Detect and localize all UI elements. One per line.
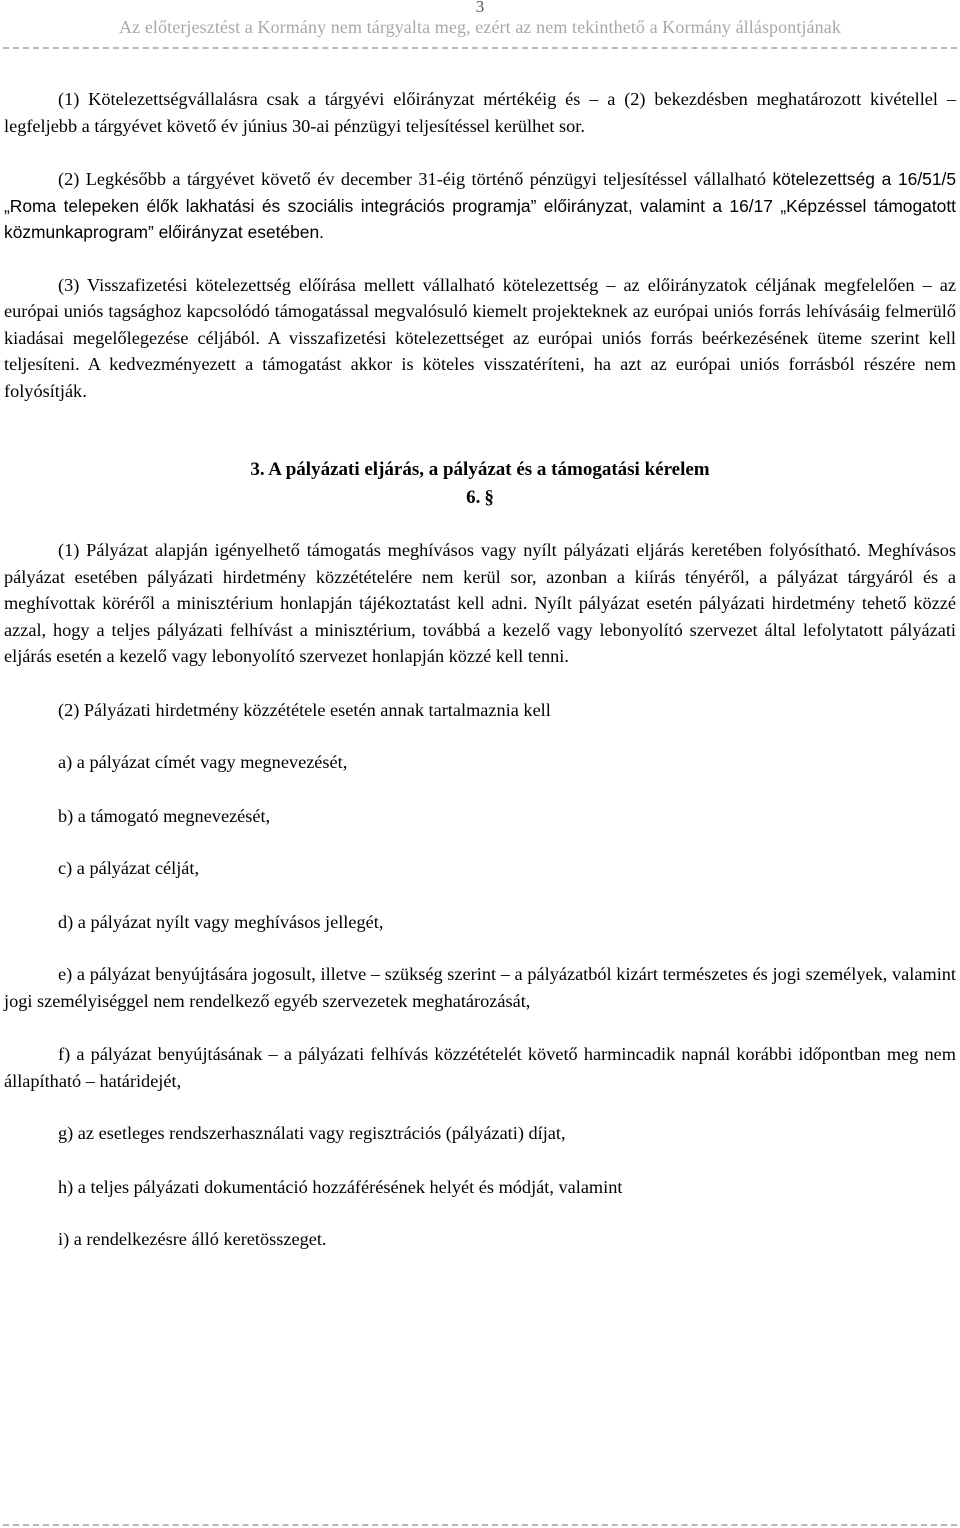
paragraph-2-first-line: (2) Legkésőbb a tárgyévet követő év december 31-éig történő pénzügyi teljesítéssel vállalható (58, 169, 773, 189)
list-item-c: c) a pályázat célját, (58, 858, 200, 878)
header-disclaimer: Az előterjesztést a Kormány nem tárgyalta meg, ezért az nem tekinthető a Kormány álláspontjának (119, 17, 841, 37)
list-item-e: e) a pályázat benyújtására jogosult, illetve – szükség szerint – a pályázatból kizárt természetes és jogi személyek, valamint jogi személyiséggel nem rendelkező egyéb szervezetek meghatározását, (4, 964, 956, 1011)
header-divider (3, 47, 957, 49)
document-body (4, 86, 956, 1253)
section-title: 3. A pályázati eljárás, a pályázat és a támogatási kérelem (250, 459, 710, 480)
list-item-a: a) a pályázat címét vagy megnevezését, (58, 752, 348, 772)
list-item-b: b) a támogató megnevezését, (58, 805, 271, 826)
paragraph-3: (3) Visszafizetési kötelezettség előírása mellett vállalható kötelezettség – az előirányzatok céljának megfelelően – az európai uniós tagsághoz kapcsolódó támogatással megvalósuló kiemelt projekteknek az európai uniós forrás lehívásáig felmerülő kiadásai megelőlegezése céljából. A visszafizetési kötelezettséget az európai uniós forrás beérkezésének üteme szerint kell teljesíteni. A kedvezményezett a támogatást akkor is köteles visszatéríteni, ha azt az európai uniós forrásból részére nem folyósítják. (4, 274, 956, 401)
list-item-g: g) az esetleges rendszerhasználati vagy regisztrációs (pályázati) díjat, (58, 1123, 566, 1143)
paragraph-1: (1) Kötelezettségvállalásra csak a tárgyévi előirányzat mértékéig és – a (2) bekezdésben meghatározott kivétellel – legfeljebb a tárgyévet követő év június 30-ai pénzügyi teljesítéssel kerülhet sor. (4, 89, 956, 136)
paragraph-2-sans-text: kötelezettség a 16/51/5 „Roma telepeken élők lakhatási és szociális integrációs programja” előirányzat, valamint a 16/17 „Képzéssel támogatott közmunkaprogram” előirányzat esetében. (4, 169, 956, 242)
section-number-text: 6. (466, 486, 481, 508)
section-number (4, 485, 956, 512)
list-item-h: h) a teljes pályázati dokumentáció hozzáférésének helyét és módját, valamint (58, 1176, 623, 1197)
section-6-paragraph-2: (2) Pályázati hirdetmény közzététele esetén annak tartalmaznia kell (58, 699, 551, 720)
list-item-f: f) a pályázat benyújtásának – a pályázati felhívás közzétételét követő harmincadik napnál korábbi időpontban meg nem állapítható – határidejét, (4, 1044, 956, 1091)
footer-divider (3, 1524, 957, 1526)
paragraph-2 (4, 166, 956, 246)
page-number: 3 (475, 0, 485, 16)
paragraph-sign: § (484, 486, 494, 508)
section-6-paragraph-1: (1) Pályázat alapján igényelhető támogatás meghívásos vagy nyílt pályázati eljárás keretében folyósítható. Meghívásos pályázat esetében pályázati hirdetmény közzétételére nem kerül sor, azonban a kiírás tényéről, a pályázat tárgyáról és a meghívottak köréről a minisztérium honlapján tájékoztatást kell adni. Nyílt pályázat esetén pályázati hirdetmény tehető közzé azzal, hogy a teljes pályázati felhívást a minisztérium, továbbá a kezelő vagy lebonyolító szervezet által lefolytatott pályázati eljárás esetén a kezelő vagy lebonyolító szervezet honlapján közzé kell tenni. (4, 540, 956, 666)
list-item-i: i) a rendelkezésre álló keretösszeget. (58, 1229, 327, 1249)
list-item-d: d) a pályázat nyílt vagy meghívásos jellegét, (58, 911, 384, 932)
